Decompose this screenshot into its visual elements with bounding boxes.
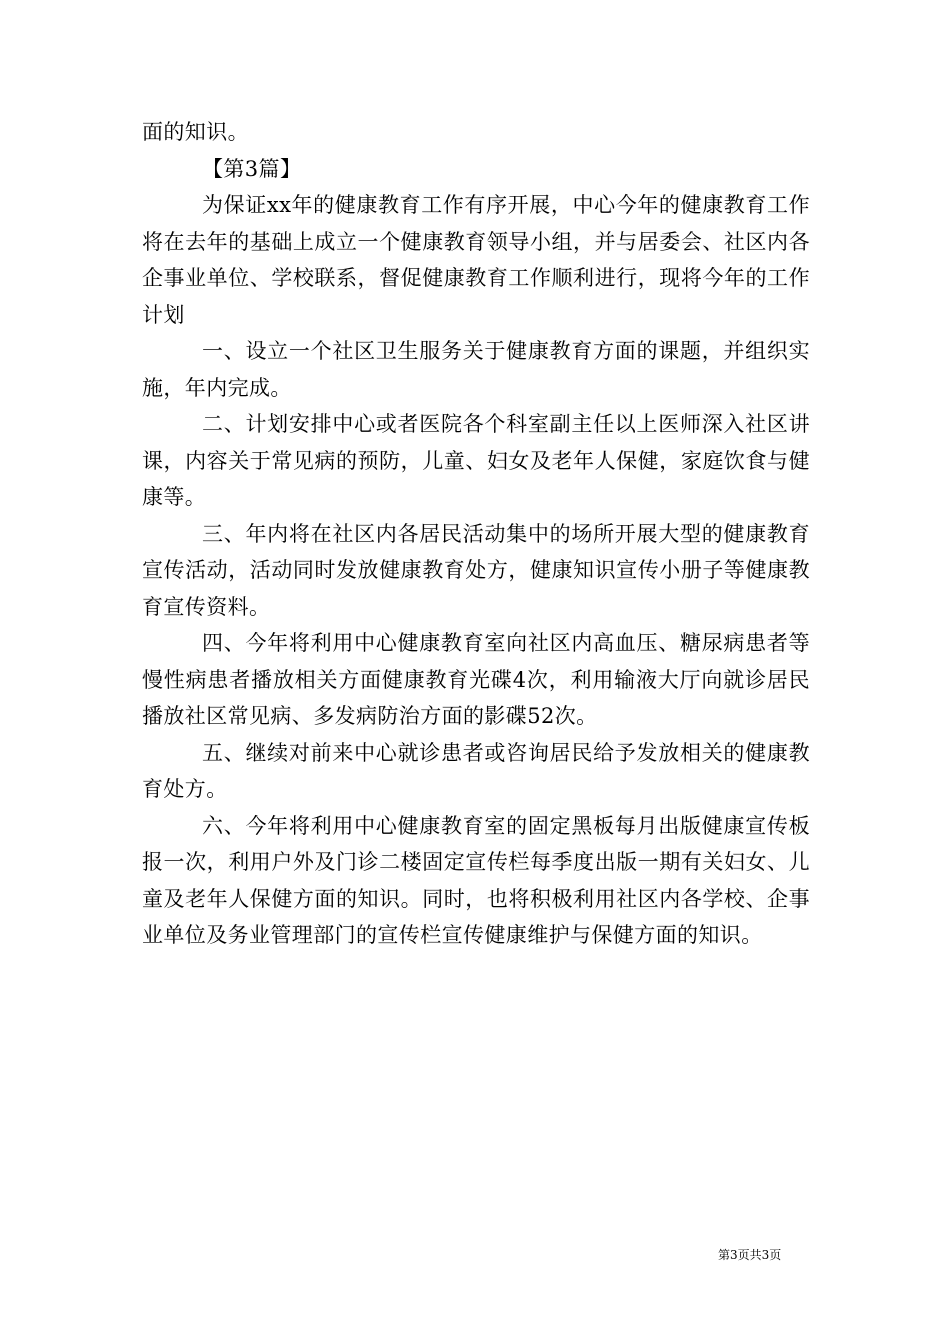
paragraph-item-5: 五、继续对前来中心就诊患者或咨询居民给予发放相关的健康教育处方。	[142, 740, 810, 801]
paragraph-item-3: 三、年内将在社区内各居民活动集中的场所开展大型的健康教育宣传活动，活动同时发放健康教育处方，健康知识宣传小册子等健康教育宣传资料。	[142, 521, 810, 619]
paragraph-intro: 为保证xx年的健康教育工作有序开展，中心今年的健康教育工作将在去年的基础上成立一个健康教育领导小组，并与居委会、社区内各企事业单位、学校联系，督促健康教育工作顺利进行，现将今年的工作计划	[142, 193, 810, 327]
paragraph-item-6: 六、今年将利用中心健康教育室的固定黑板每月出版健康宣传板报一次，利用户外及门诊二楼固定宣传栏每季度出版一期有关妇女、儿童及老年人保健方面的知识。同时，也将积极利用社区内各学校、企事业单位及务业管理部门的宣传栏宣传健康维护与保健方面的知识。	[142, 813, 810, 947]
paragraph-item-1: 一、设立一个社区卫生服务关于健康教育方面的课题，并组织实施，年内完成。	[142, 339, 810, 400]
paragraph-item-4: 四、今年将利用中心健康教育室向社区内高血压、糖尿病患者等慢性病患者播放相关方面健康教育光碟4次，利用输液大厅向就诊居民播放社区常见病、多发病防治方面的影碟52次。	[142, 631, 810, 728]
paragraph-continuation: 面的知识。	[142, 120, 249, 144]
page-number: 第3页共3页	[718, 1248, 782, 1262]
paragraph-item-2: 二、计划安排中心或者医院各个科室副主任以上医师深入社区讲课，内容关于常见病的预防，儿童、妇女及老年人保健，家庭饮食与健康等。	[142, 412, 810, 509]
document-body	[142, 114, 810, 954]
section-heading: 【第3篇】	[202, 156, 302, 181]
